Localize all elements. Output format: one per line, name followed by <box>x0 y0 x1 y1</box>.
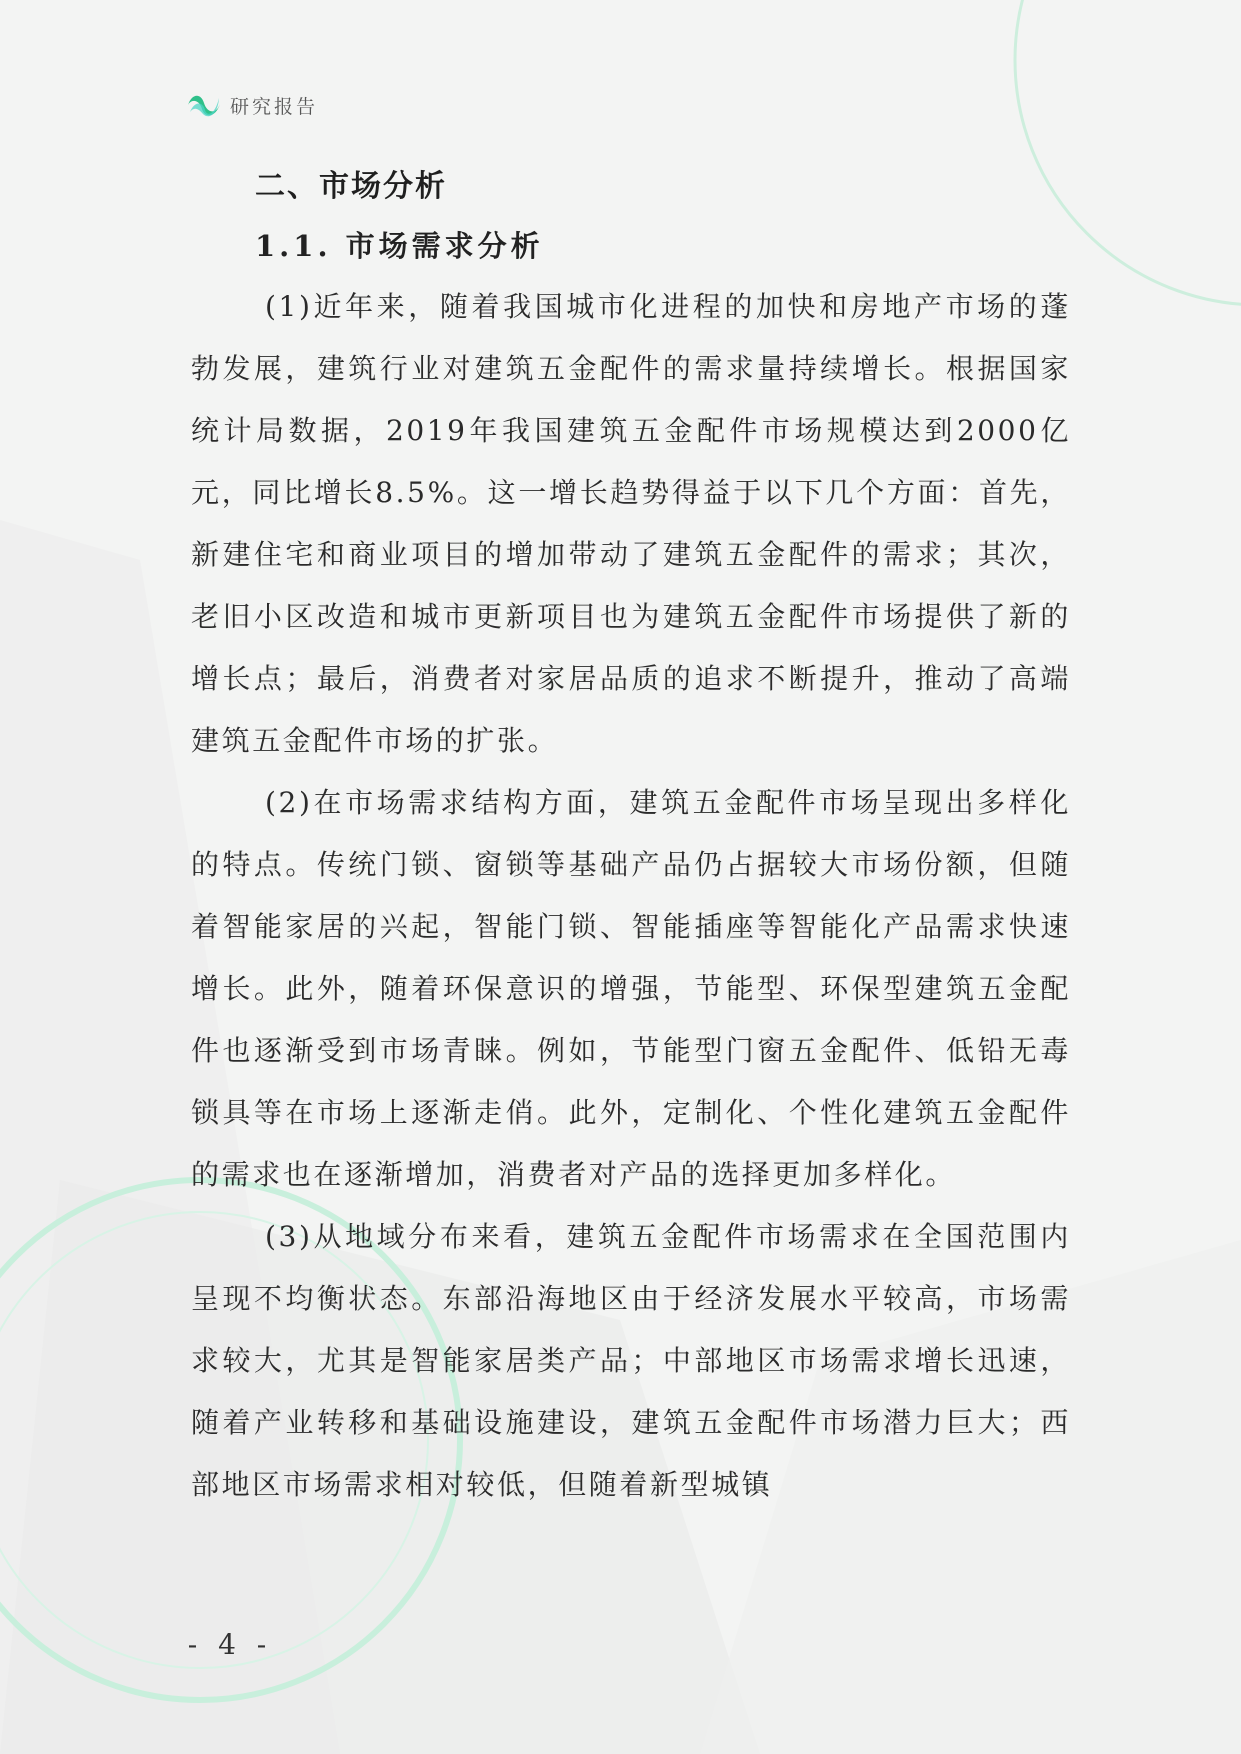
page-number: - 4 - <box>187 1628 273 1661</box>
paragraph-3: (3)从地域分布来看，建筑五金配件市场需求在全国范围内呈现不均衡状态。东部沿海地区由于经济发展水平较高，市场需求较大，尤其是智能家居类产品；中部地区市场需求增长迅速，随着产业转移和基础设施建设，建筑五金配件市场潜力巨大；西部地区市场需求相对较低，但随着新型城镇 <box>191 1220 1071 1501</box>
subsection-title: 1.1. 市场需求分析 <box>255 229 544 263</box>
section-title: 二、市场分析 <box>255 169 447 204</box>
paragraph-1: (1)近年来，随着我国城市化进程的加快和房地产市场的蓬勃发展，建筑行业对建筑五金配件的需求量持续增长。根据国家统计局数据，2019年我国建筑五金配件市场规模达到2000亿元，同比增长8.5%。这一增长趋势得益于以下几个方面：首先，新建住宅和商业项目的增加带动了建筑五金配件的需求；其次，老旧小区改造和城市更新项目也为建筑五金配件市场提供了新的增长点；最后，消费者对家居品质的追求不断提升，推动了高端建筑五金配件市场的扩张。 <box>191 290 1071 757</box>
report-header <box>186 88 318 122</box>
paragraph-2: (2)在市场需求结构方面，建筑五金配件市场呈现出多样化的特点。传统门锁、窗锁等基础产品仍占据较大市场份额，但随着智能家居的兴起，智能门锁、智能插座等智能化产品需求快速增长。此外，随着环保意识的增强，节能型、环保型建筑五金配件也逐渐受到市场青睐。例如，节能型门窗五金配件、低铅无毒锁具等在市场上逐渐走俏。此外，定制化、个性化建筑五金配件的需求也在逐渐增加，消费者对产品的选择更加多样化。 <box>191 786 1071 1191</box>
green-leaf-logo-icon <box>186 90 222 120</box>
header-label: 研究报告 <box>230 95 319 118</box>
document-body <box>191 158 1071 1516</box>
